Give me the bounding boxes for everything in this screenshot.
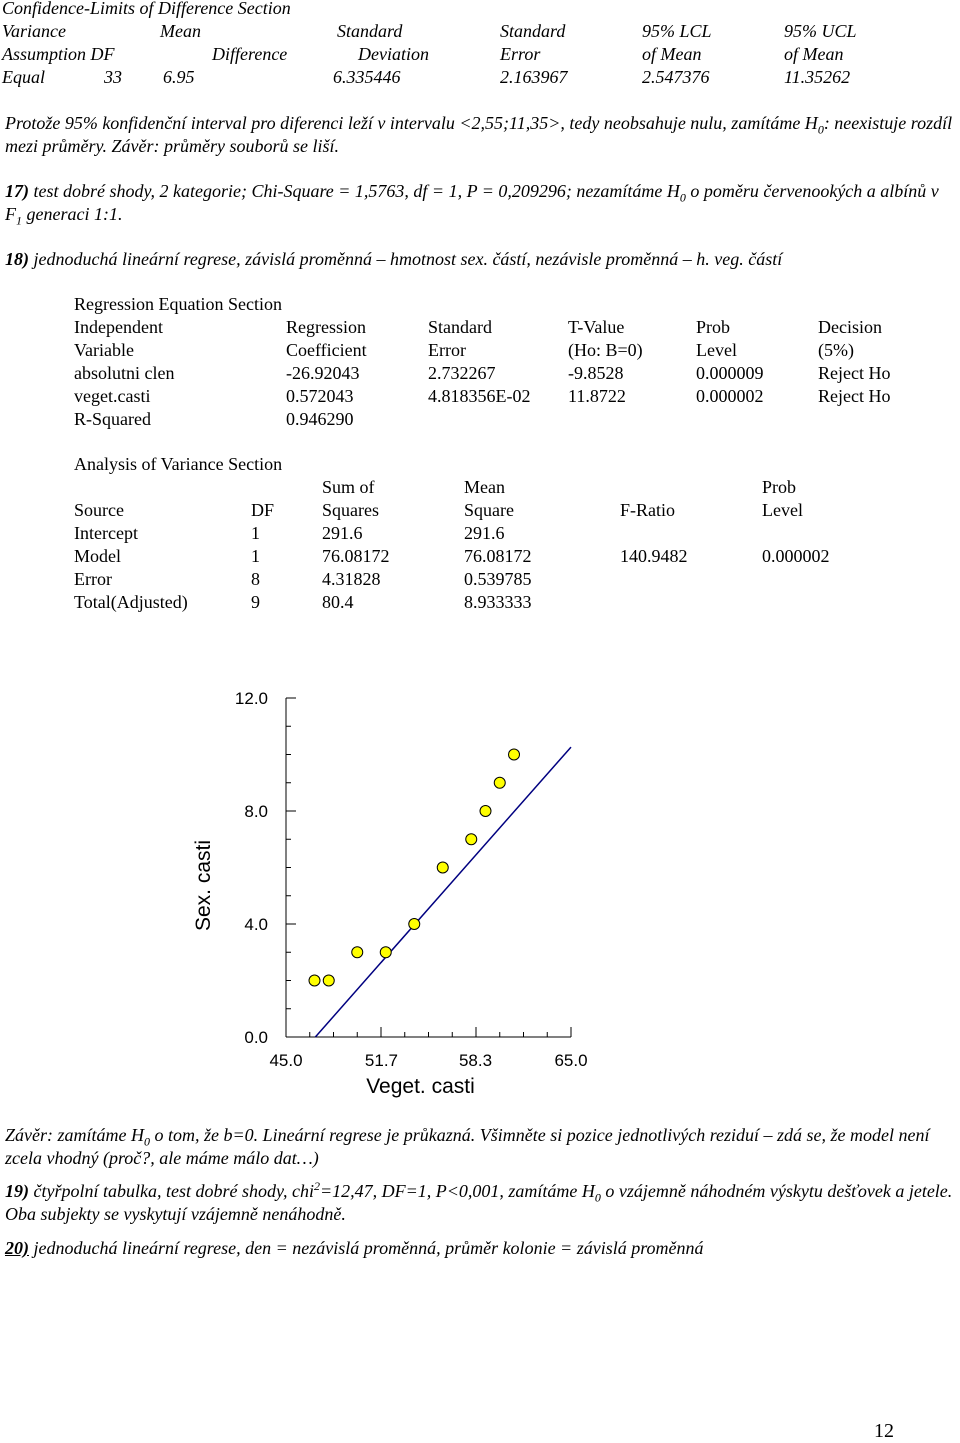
paragraph-20: 20) jednoduchá lineární regrese, den = nezávislá proměnná, průměr kolonie = závislá proměnná [5,1238,704,1258]
anova-row-4-source: Total(Adjusted) [74,592,188,612]
conf-header-2-error: Error [500,44,541,64]
data-point [409,919,420,930]
paragraph-conclusion: Závěr: zamítáme $H_0$ o tom, že b=0. Lineární regrese je průkazná. Všimněte si pozice jednotlivých reziduí – zdá se, že model není zcela vhodný (proč?, ale máme málo dat…) [5,1125,930,1168]
anova-header-1-mean: Mean [464,477,505,497]
r-squared-value: 0.946290 [286,409,354,429]
reg-header-2-ho: (Ho: B=0) [568,340,643,360]
anova-row-4-df: 9 [251,592,260,612]
conf-header-2-difference: Difference [212,44,288,64]
item-number-20: 20) [5,1238,29,1258]
reg-header-1-t-value: T-Value [568,317,625,337]
reg-row-1-t: -9.8528 [568,363,624,383]
anova-row-3-df: 8 [251,569,260,589]
reg-row-2-decision: Reject Ho [818,386,891,406]
reg-row-1-variable: absolutni clen [74,363,175,383]
reg-header-1-regression: Regression [286,317,366,337]
anova-row-1-ms: 291.6 [464,523,505,543]
item-number-19: 19) [5,1181,29,1201]
reg-row-2-se: 4.818356E-02 [428,386,531,406]
y-tick-label: 0.0 [244,1028,268,1047]
data-point [509,749,520,760]
conf-header-1-standard-2: Standard [500,21,566,41]
anova-row-2-source: Model [74,546,121,566]
reg-row-1-prob: 0.000009 [696,363,764,383]
conf-header-1-standard: Standard [337,21,403,41]
paragraph-17: 17) test dobré shody, 2 kategorie; Chi-Square = 1,5763, df = 1, P = 0,209296; nezamítáme $H_0$ o poměru červenookých a albínů v $F_1$ generaci 1:1. [5,181,939,228]
item-number-18: 18) [5,249,29,269]
reg-header-2-5pct: (5%) [818,340,854,360]
anova-header-1-prob: Prob [762,477,797,497]
data-point [323,975,334,986]
reg-header-1-independent: Independent [74,317,163,337]
reg-header-2-variable: Variable [74,340,134,360]
reg-header-1-prob: Prob [696,317,731,337]
data-point [352,947,363,958]
x-tick-label: 51.7 [364,1051,399,1070]
conf-header-1-mean: Mean [160,21,201,41]
x-tick-label: 45.0 [269,1051,303,1070]
y-tick-label: 8.0 [244,802,268,821]
anova-row-2-df: 1 [251,546,260,566]
reg-row-2-variable: veget.casti [74,386,151,406]
confidence-section-title: Confidence-Limits of Difference Section [2,0,291,18]
conf-header-1-variance: Variance [2,21,66,41]
anova-row-3-ss: 4.31828 [322,569,381,589]
conf-value-std-dev: 6.335446 [333,67,401,87]
conf-value-assumption: Equal [2,67,45,87]
x-axis-label: Veget. casti [366,1075,475,1098]
reg-row-1-se: 2.732267 [428,363,496,383]
reg-row-2-prob: 0.000002 [696,386,764,406]
reg-header-1-decision: Decision [818,317,882,337]
paragraph-19: 19) čtyřpolní tabulka, test dobré shody, chi$^2$=12,47, DF=1, P<0,001, zamítáme $H_0$ o vzájemně náhodném výskytu dešťovek a jetele. Oba subjekty se vyskytují vzájemně nenáhodně. [5,1179,953,1224]
regression-section-title: Regression Equation Section [74,294,282,314]
regression-scatter-plot [0,660,960,1110]
conf-header-2-of-mean-2: of Mean [784,44,844,64]
anova-header-2-square: Square [464,500,514,520]
conf-header-1-lcl: 95% LCL [642,21,712,41]
reg-header-2-error: Error [428,340,466,360]
anova-header-2-source: Source [74,500,124,520]
x-tick-label: 58.3 [458,1051,493,1070]
data-point [466,834,477,845]
anova-row-2-f: 140.9482 [620,546,688,566]
anova-row-2-prob: 0.000002 [762,546,830,566]
data-point [380,947,391,958]
y-tick-label: 12.0 [234,689,268,708]
x-tick-label: 65.0 [554,1051,588,1070]
conf-value-ucl: 11.35262 [784,67,851,87]
reg-row-2-coef: 0.572043 [286,386,354,406]
reg-header-2-coefficient: Coefficient [286,340,367,360]
data-point [309,975,320,986]
item-number-17: 17) [5,181,29,201]
reg-row-1-coef: -26.92043 [286,363,360,383]
page-number: 12 [874,1420,894,1442]
anova-row-2-ms: 76.08172 [464,546,532,566]
regression-line [315,747,571,1037]
conf-value-df: 33 [104,67,122,87]
conf-header-2-deviation: Deviation [358,44,429,64]
anova-row-2-ss: 76.08172 [322,546,390,566]
paragraph-ci-conclusion: Protože 95% konfidenční interval pro diferenci leží v intervalu <2,55;11,35>, tedy neobsahuje nulu, zamítáme $H_0$: neexistuje rozdíl mezi průměry. Závěr: průměry souborů se liší. [5,113,953,156]
conf-value-std-error: 2.163967 [500,67,568,87]
anova-header-2-squares: Squares [322,500,379,520]
anova-row-4-ms: 8.933333 [464,592,532,612]
conf-value-mean-diff: 6.95 [163,67,195,87]
data-point [494,777,505,788]
conf-header-2-assumption: Assumption DF [2,44,115,64]
anova-header-2-level: Level [762,500,803,520]
paragraph-18: 18) jednoduchá lineární regrese, závislá proměnná – hmotnost sex. částí, nezávisle proměnná – h. veg. částí [5,249,783,269]
anova-row-3-source: Error [74,569,112,589]
anova-row-1-df: 1 [251,523,260,543]
y-tick-label: 4.0 [244,915,268,934]
anova-row-1-source: Intercept [74,523,138,543]
data-point [437,862,448,873]
anova-header-2-df: DF [251,500,275,520]
y-axis-label: Sex. casti [192,839,215,932]
conf-header-2-of-mean: of Mean [642,44,702,64]
anova-row-3-ms: 0.539785 [464,569,532,589]
anova-header-2-f-ratio: F-Ratio [620,500,676,520]
reg-header-1-standard: Standard [428,317,492,337]
reg-row-2-t: 11.8722 [568,386,626,406]
conf-header-1-ucl: 95% UCL [784,21,857,41]
reg-row-1-decision: Reject Ho [818,363,891,383]
anova-header-1-sum-of: Sum of [322,477,375,497]
anova-section-title: Analysis of Variance Section [74,454,283,474]
data-point [480,806,491,817]
reg-header-2-level: Level [696,340,737,360]
anova-row-1-ss: 291.6 [322,523,363,543]
anova-row-4-ss: 80.4 [322,592,354,612]
r-squared-label: R-Squared [74,409,151,429]
conf-value-lcl: 2.547376 [642,67,710,87]
